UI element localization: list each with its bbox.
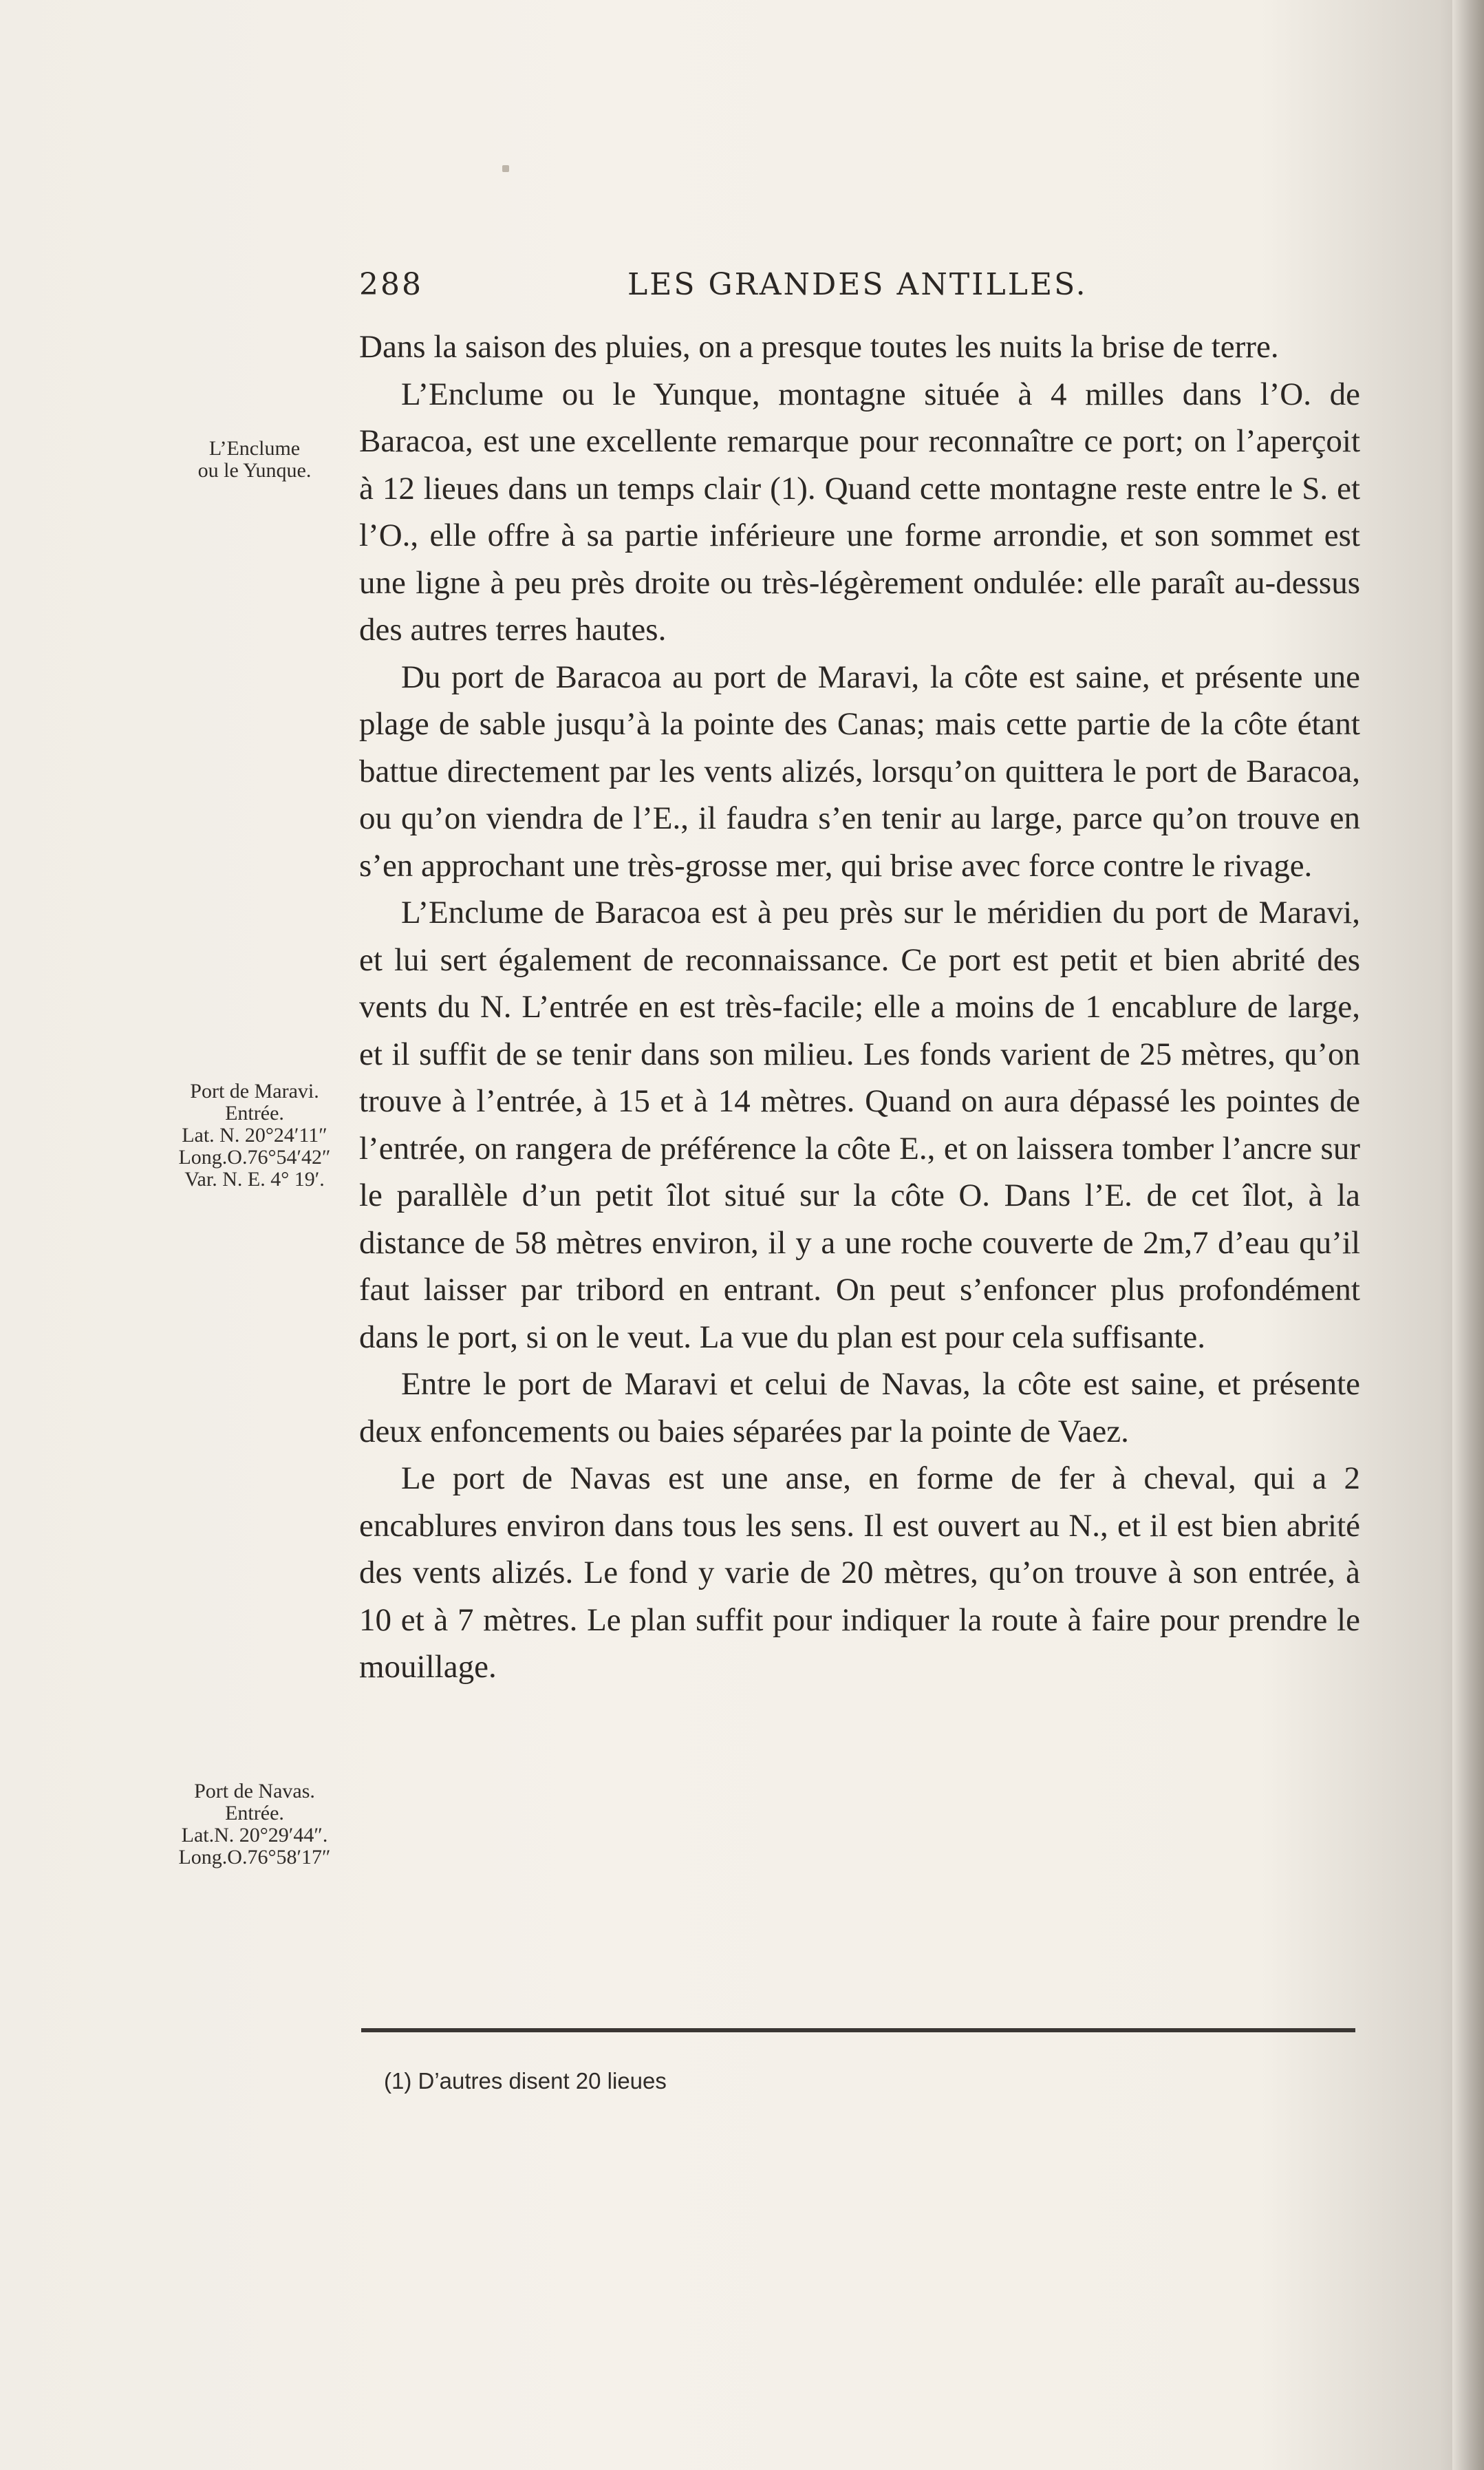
running-title: LES GRANDES ANTILLES. [627,267,1088,302]
paper-speck [502,165,509,172]
paragraph-baracoa-maravi: Du port de Baracoa au port de Maravi, la côte est saine, et présente une plage de sable jusqu’à la pointe des Canas; mais cette partie de la côte étant battue directement par les vents alizés, lorsqu’on quittera le port de Baracoa, ou qu’on viendra de l’E., il faudra s’en tenir au large, parce qu’on trouve en s’en approchant une très-grosse mer, qui brise avec force contre le rivage. [359,659,1360,884]
page-spine-shadow [1452,0,1484,2470]
paragraph-port-navas: Le port de Navas est une anse, en forme de fer à cheval, qui a 2 encablures environ dans tous les sens. Il est ouvert au N., et il est bien abrité des vents alizés. Le fond y varie de 20 mètres, qu’on trouve à son entrée, à 10 et à 7 mètres. Le plan suffit pour indiquer la route à faire pour prendre le mouillage. [359,1460,1360,1685]
margin-note-maravi: Port de Maravi. Entrée. Lat. N. 20°24′11″ Long.O.76°54′42″ Var. N. E. 4° 19′. [178,1080,331,1191]
running-header [359,267,1357,308]
paragraph-enclume: L’Enclume ou le Yunque, montagne située à 4 milles dans l’O. de Baracoa, est une excellente remarque pour reconnaître ce port; on l’aperçoit à 12 lieues dans un temps clair (1). Quand cette montagne reste entre le S. et l’O., elle offre à sa partie inférieure une forme arrondie, et son sommet est une ligne à peu près droite ou très-légèrement ondulée: elle paraît au-dessus des autres terres hautes. [359,376,1360,648]
page-number: 288 [359,267,423,302]
footnote: (1) D’autres disent 20 lieues [384,2068,667,2094]
paragraph-rainy-season: Dans la saison des pluies, on a presque toutes les nuits la brise de terre. [359,329,1279,365]
margin-note-enclume: L’Enclume ou le Yunque. [197,437,312,482]
footnote-divider [361,2028,1355,2032]
paragraph-port-maravi: L’Enclume de Baracoa est à peu près sur le méridien du port de Maravi, et lui sert également de reconnaissance. Ce port est petit et bien abrité des vents du N. L’entrée en est très-facile; elle a moins de 1 encablure de large, et il suffit de se tenir dans son milieu. Les fonds varient de 25 mètres, qu’on trouve à l’entrée, à 15 et à 14 mètres. Quand on aura dépassé les pointes de l’entrée, on rangera de préférence la côte E., et on laissera tomber l’ancre sur le parallèle d’un petit îlot situé sur la côte O. Dans l’E. de cet îlot, à la distance de 58 mètres environ, il y a une roche couverte de 2m,7 d’eau qu’il faut laisser par tribord en entrant. On peut s’enfoncer plus profondément dans le port, si on le veut. La vue du plan est pour cela suffisante. [359,895,1360,1355]
body-text [359,323,1360,1691]
paragraph-maravi-navas: Entre le port de Maravi et celui de Navas, la côte est saine, et présente deux enfoncements ou baies séparées par la pointe de Vaez. [359,1366,1360,1449]
margin-note-navas: Port de Navas. Entrée. Lat.N. 20°29′44″. Long.O.76°58′17″ [178,1780,331,1869]
